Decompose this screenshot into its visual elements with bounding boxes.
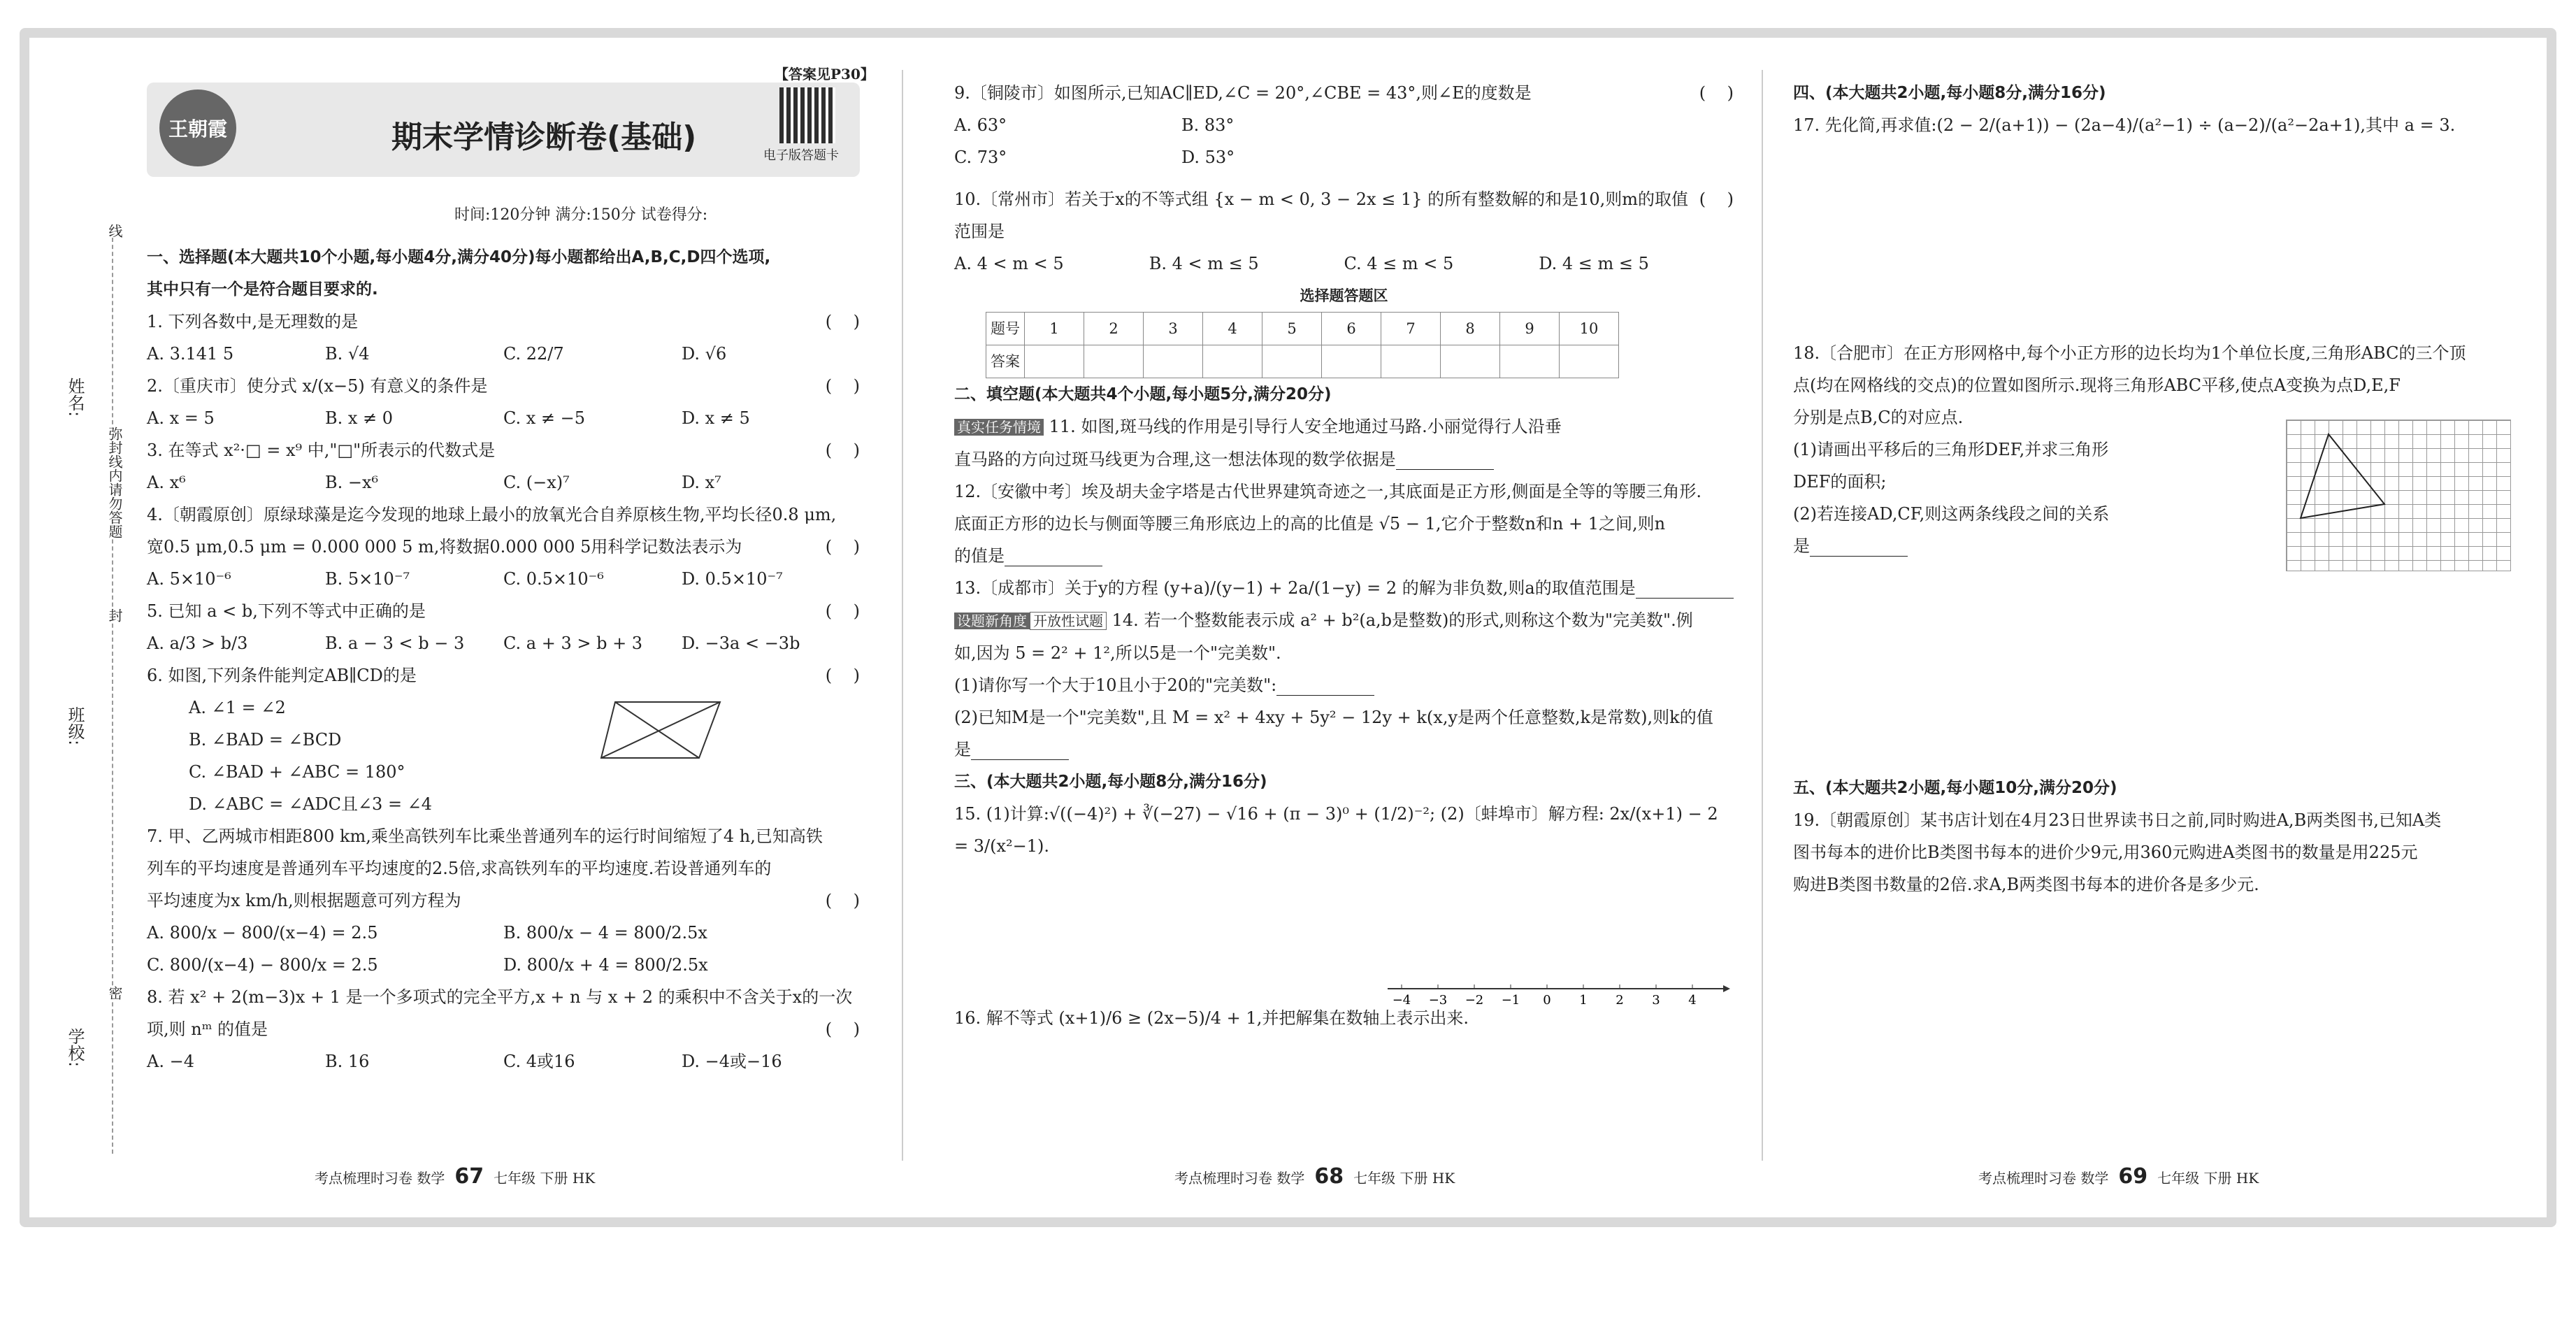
table-cell: 9 — [1500, 313, 1560, 345]
option: C. 73° — [954, 148, 1007, 167]
answer-blank[interactable] — [1636, 580, 1734, 599]
number-line-label: 0 — [1543, 993, 1551, 1008]
table-cell: 5 — [1262, 313, 1322, 345]
question-14-cont: (1)请你写一个大于10且小于20的"完美数": — [954, 675, 1277, 695]
qr-label: 电子版答题卡 — [763, 148, 839, 163]
option: B. 800/x − 4 = 800/2.5x — [503, 923, 707, 943]
answer-paren[interactable]: ( ) — [825, 537, 860, 557]
page-divider — [902, 70, 903, 1161]
footer-text: 考点梳理时习卷 数学 — [315, 1170, 445, 1187]
section-heading: 其中只有一个是符合题目要求的. — [147, 280, 378, 299]
question-16: 16. 解不等式 (x+1)/6 ≥ (2x−5)/4 + 1,并把解集在数轴上表示出来. — [954, 1008, 1469, 1028]
page-69 — [1793, 77, 2527, 1175]
option: D. x⁷ — [682, 473, 721, 492]
question-3: 3. 在等式 x²·□ = x⁹ 中,"□"所表示的代数式是 — [147, 441, 496, 460]
table-cell: 答案 — [986, 345, 1025, 378]
table-cell: 3 — [1144, 313, 1203, 345]
section-heading: 一、选择题(本大题共10个小题,每小题4分,满分40分)每小题都给出A,B,C,D四个选项, — [147, 248, 771, 266]
option: C. a + 3 > b + 3 — [503, 633, 643, 653]
question-2: 2.〔重庆市〕使分式 x/(x−5) 有意义的条件是 — [147, 376, 488, 396]
number-line-label: 2 — [1616, 993, 1624, 1008]
question-14-cont: 如,因为 5 = 2² + 1²,所以5是一个"完美数". — [954, 643, 1281, 663]
question-19: 19.〔朝霞原创〕某书店计划在4月23日世界读书日之前,同时购进A,B两类图书,已知A类 — [1793, 810, 2442, 830]
footer-text: 七年级 下册 HK — [494, 1170, 596, 1187]
answer-blank[interactable] — [1396, 451, 1494, 470]
section-heading: 四、(本大题共2小题,每小题8分,满分16分) — [1793, 84, 2106, 102]
parallelogram-figure — [594, 692, 734, 768]
question-12-cont: 底面正方形的边长与侧面等腰三角形底边上的高的比值是 √5 − 1,它介于整数n和n + 1之间,则n — [954, 514, 1666, 534]
option: A. 3.141 5 — [147, 344, 234, 364]
seal-mark: 线 — [105, 224, 125, 238]
option: A. 4 < m < 5 — [954, 254, 1064, 273]
answer-cell[interactable] — [1262, 345, 1322, 378]
option: D. 800/x + 4 = 800/2.5x — [503, 955, 708, 975]
seal-mark: 封 — [105, 608, 125, 622]
question-1: 1. 下列各数中,是无理数的是 — [147, 312, 359, 331]
number-line-label: −1 — [1501, 993, 1520, 1008]
question-18-cont: 分别是点B,C的对应点. — [1793, 408, 1964, 427]
option: D. x ≠ 5 — [682, 408, 750, 428]
table-cell: 1 — [1025, 313, 1084, 345]
footer-text: 七年级 下册 HK — [1353, 1170, 1455, 1187]
answer-cell[interactable] — [1025, 345, 1084, 378]
answer-cell[interactable] — [1560, 345, 1619, 378]
option: A. x⁶ — [147, 473, 186, 492]
question-7-cont: 列车的平均速度是普通列车平均速度的2.5倍,求高铁列车的平均速度.若设普通列车的 — [147, 859, 772, 878]
question-18-cont: 是 — [1793, 536, 1810, 556]
option: B. 83° — [1181, 115, 1235, 135]
table-cell: 6 — [1322, 313, 1381, 345]
page-number: 68 — [1314, 1164, 1344, 1189]
answer-paren[interactable]: ( ) — [1699, 83, 1734, 103]
question-14-cont: (2)已知M是一个"完美数",且 M = x² + 4xy + 5y² − 12y + k(x,y是两个任意整数,k是常数),则k的值 — [954, 708, 1713, 727]
answer-paren[interactable]: ( ) — [825, 1019, 860, 1039]
question-11-cont: 直马路的方向过斑马线更为合理,这一想法体现的数学依据是 — [954, 450, 1396, 469]
answer-cell[interactable] — [1084, 345, 1144, 378]
question-12-cont: 的值是 — [954, 546, 1005, 566]
question-18-cont: (1)请画出平移后的三角形DEF,并求三角形 — [1793, 440, 2109, 459]
answer-paren[interactable]: ( ) — [1699, 189, 1734, 209]
section-heading: 五、(本大题共2小题,每小题10分,满分20分) — [1793, 779, 2117, 797]
section-heading: 二、填空题(本大题共4个小题,每小题5分,满分20分) — [954, 385, 1332, 403]
footer-text: 考点梳理时习卷 数学 — [1174, 1170, 1305, 1187]
logo: 王朝霞 — [159, 89, 236, 166]
answer-cell[interactable] — [1144, 345, 1203, 378]
question-4-cont: 宽0.5 μm,0.5 μm = 0.000 000 5 m,将数据0.000 000 5用科学记数法表示为 — [147, 537, 742, 557]
tag-badge: 开放性试题 — [1030, 612, 1107, 630]
option: A. x = 5 — [147, 408, 215, 428]
footer — [315, 1164, 595, 1189]
answer-space[interactable] — [1793, 562, 2527, 772]
question-5: 5. 已知 a < b,下列不等式中正确的是 — [147, 601, 426, 621]
question-7: 7. 甲、乙两城市相距800 km,乘坐高铁列车比乘坐普通列车的运行时间缩短了4 h,已知高铁 — [147, 826, 823, 846]
question-18-cont: DEF的面积; — [1793, 472, 1887, 492]
answer-cell[interactable] — [1441, 345, 1500, 378]
tag-badge: 真实任务情境 — [954, 419, 1044, 436]
question-18-cont: (2)若连接AD,CF,则这两条线段之间的关系 — [1793, 504, 2110, 524]
footer — [1978, 1164, 2259, 1189]
page-divider — [1762, 70, 1763, 1161]
page-number: 69 — [2118, 1164, 2148, 1189]
question-9: 9.〔铜陵市〕如图所示,已知AC∥ED,∠C = 20°,∠CBE = 43°,则∠E的度数是 — [954, 83, 1532, 103]
answer-space[interactable] — [1793, 141, 2527, 337]
option: A. 800/x − 800/(x−4) = 2.5 — [147, 923, 378, 943]
option: A. 5×10⁻⁶ — [147, 569, 231, 589]
seal-note: 弥封线内请勿答题 — [105, 427, 125, 538]
option: B. 5×10⁻⁷ — [325, 569, 410, 589]
answer-paren[interactable]: ( ) — [825, 891, 860, 910]
page-68 — [954, 77, 1734, 1175]
page-title: 期末学情诊断卷(基础) — [391, 120, 697, 155]
option: C. ∠BAD + ∠ABC = 180° — [189, 762, 405, 782]
footer — [1174, 1164, 1455, 1189]
answer-paren[interactable]: ( ) — [825, 312, 860, 331]
table-cell: 4 — [1203, 313, 1262, 345]
table-cell: 10 — [1560, 313, 1619, 345]
table-cell: 题号 — [986, 313, 1025, 345]
option: C. 800/(x−4) − 800/x = 2.5 — [147, 955, 378, 975]
number-line-label: 3 — [1652, 993, 1660, 1008]
answer-cell[interactable] — [1203, 345, 1262, 378]
number-line-label: 1 — [1579, 993, 1588, 1008]
option: D. 0.5×10⁻⁷ — [682, 569, 783, 589]
answer-blank[interactable] — [1810, 538, 1908, 557]
answer-blank[interactable] — [1005, 547, 1102, 566]
question-14: 14. 若一个整数能表示成 a² + b²(a,b是整数)的形式,则称这个数为"完美数".例 — [1111, 610, 1693, 630]
question-19-cont: 购进B类图书数量的2倍.求A,B两类图书每本的进价各是多少元. — [1793, 875, 2259, 894]
answer-paren[interactable]: ( ) — [825, 376, 860, 396]
answer-cell[interactable] — [1381, 345, 1441, 378]
question-17: 17. 先化简,再求值:(2 − 2/(a+1)) − (2a−4)/(a²−1) ÷ (a−2)/(a²−2a+1),其中 a = 3. — [1793, 115, 2456, 135]
option: D. 4 ≤ m ≤ 5 — [1539, 254, 1649, 273]
answer-paren[interactable]: ( ) — [825, 601, 860, 621]
option: A. ∠1 = ∠2 — [189, 698, 286, 717]
option: C. 0.5×10⁻⁶ — [503, 569, 604, 589]
footer-text: 七年级 下册 HK — [2157, 1170, 2259, 1187]
option: A. −4 — [147, 1052, 194, 1071]
tag-badge: 设题新角度 — [954, 613, 1030, 629]
question-11: 11. 如图,斑马线的作用是引导行人安全地通过马路.小丽觉得行人沿垂 — [1049, 417, 1562, 436]
option: C. x ≠ −5 — [503, 408, 586, 428]
number-line-label: −2 — [1465, 993, 1484, 1008]
option: B. a − 3 < b − 3 — [325, 633, 465, 653]
table-cell: 2 — [1084, 313, 1144, 345]
section-heading: 三、(本大题共2小题,每小题8分,满分16分) — [954, 773, 1267, 791]
option: B. √4 — [325, 344, 370, 364]
option: D. √6 — [682, 344, 727, 364]
name-label: 姓名: — [65, 378, 85, 417]
option: D. −4或−16 — [682, 1052, 782, 1071]
option: B. x ≠ 0 — [325, 408, 394, 428]
answer-table-title: 选择题答题区 — [1300, 287, 1388, 304]
question-12: 12.〔安徽中考〕埃及胡夫金字塔是古代世界建筑奇迹之一,其底面是正方形,侧面是全等的等腰三角形. — [954, 482, 1702, 501]
number-line-label: −4 — [1392, 993, 1411, 1008]
option: B. 16 — [325, 1052, 370, 1071]
answer-blank[interactable] — [1276, 677, 1374, 696]
qr-code-icon[interactable] — [779, 87, 835, 143]
table-cell: 8 — [1441, 313, 1500, 345]
question-4: 4.〔朝霞原创〕原绿球藻是迄今发现的地球上最小的放氧光合自养原核生物,平均长径0.8 μm, — [147, 505, 837, 524]
answer-cell[interactable] — [1500, 345, 1560, 378]
question-8: 8. 若 x² + 2(m−3)x + 1 是一个多项式的完全平方,x + n 与 x + 2 的乘积中不含关于x的一次 — [147, 987, 853, 1007]
question-15: 15. (1)计算:√((−4)²) + ∛(−27) − √16 + (π − 3)⁰ + (1/2)⁻²; (2)〔蚌埠市〕解方程: 2x/(x+1) − 2 = 3/(x²−1). — [954, 804, 1718, 856]
answer-table — [986, 312, 1619, 378]
option: B. −x⁶ — [325, 473, 379, 492]
answer-cell[interactable] — [1322, 345, 1381, 378]
number-line — [1388, 980, 1730, 1008]
question-8-cont: 项,则 nᵐ 的值是 — [147, 1019, 268, 1039]
answer-blank[interactable] — [971, 741, 1069, 760]
option: B. ∠BAD = ∠BCD — [189, 730, 342, 750]
option: D. −3a < −3b — [682, 633, 800, 653]
answer-paren[interactable]: ( ) — [825, 666, 860, 685]
question-19-cont: 图书每本的进价比B类图书每本的进价少9元,用360元购进A类图书的数量是用225元 — [1793, 843, 2418, 862]
school-label: 学校: — [65, 1028, 85, 1068]
option: A. 63° — [954, 115, 1007, 135]
answer-paren[interactable]: ( ) — [825, 441, 860, 460]
number-line-label: −3 — [1428, 993, 1448, 1008]
question-18: 18.〔合肥市〕在正方形网格中,每个小正方形的边长均为1个单位长度,三角形ABC的三个顶 — [1793, 343, 2466, 363]
option: C. 4 ≤ m < 5 — [1344, 254, 1454, 273]
question-18-cont: 点(均在网格线的交点)的位置如图所示.现将三角形ABC平移,使点A变换为点D,E,F — [1793, 375, 2401, 395]
seal-line — [112, 224, 113, 1154]
option: D. ∠ABC = ∠ADC且∠3 = ∠4 — [189, 794, 433, 814]
option: A. a/3 > b/3 — [147, 633, 248, 653]
question-13: 13.〔成都市〕关于y的方程 (y+a)/(y−1) + 2a/(1−y) = 2 的解为非负数,则a的取值范围是 — [954, 578, 1636, 598]
page-number: 67 — [454, 1164, 484, 1189]
option: B. 4 < m ≤ 5 — [1149, 254, 1259, 273]
question-7-cont: 平均速度为x km/h,则根据题意可列方程为 — [147, 891, 461, 910]
option: C. 22/7 — [503, 344, 564, 364]
number-line-label: 4 — [1688, 993, 1697, 1008]
answer-reference: 【答案见P30】 — [775, 66, 875, 83]
exam-meta: 时间:120分钟 满分:150分 试卷得分: — [454, 206, 708, 224]
option: C. 4或16 — [503, 1052, 575, 1071]
question-6: 6. 如图,下列条件能判定AB∥CD的是 — [147, 666, 417, 685]
option: D. 53° — [1181, 148, 1235, 167]
footer-text: 考点梳理时习卷 数学 — [1978, 1170, 2109, 1187]
table-cell: 7 — [1381, 313, 1441, 345]
seal-mark: 密 — [105, 986, 125, 1000]
question-14-cont: 是 — [954, 740, 971, 759]
option: C. (−x)⁷ — [503, 473, 570, 492]
class-label: 班级: — [65, 706, 85, 746]
square-grid-figure — [2286, 420, 2511, 571]
question-10: 10.〔常州市〕若关于x的不等式组 {x − m < 0, 3 − 2x ≤ 1} 的所有整数解的和是10,则m的取值范围是 — [954, 189, 1689, 241]
